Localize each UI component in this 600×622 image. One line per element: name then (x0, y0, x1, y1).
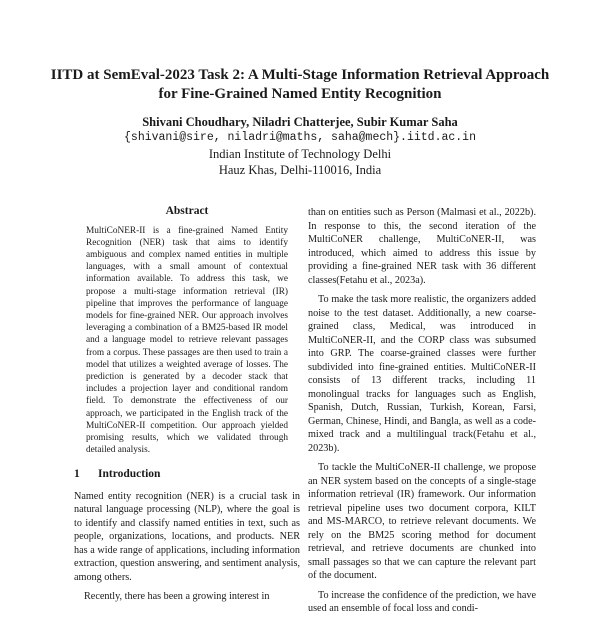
paper-title: IITD at SemEval-2023 Task 2: A Multi-Stage Information Retrieval Approach for Fine-Grained Named Entity Recognition (50, 67, 550, 102)
right-paragraph-2: To make the task more realistic, the organizers added noise to the test dataset. Additionally, a new coarse-grained class, Medical, was introduced in MultiCoNER-II, and the CORP class was subsumed into GRP. The coarse-grained classes were further subdivided into fine-grained entities. MultiCoNER-II consists of 13 different tracks, including 11 monolingual tracks for languages such as English, Spanish, Dutch, Russian, Turkish, Korean, Farsi, German, Chinese, Hindi, and Bangla, as well as a code-mixed track and a multilingual track(Fetahu et al., 2023b). (308, 294, 536, 454)
abstract-text: MultiCoNER-II is a fine-grained Named Entity Recognition (NER) task that aims to identify ambiguous and complex named entities in multiple languages, with a small amount of contextual information available. To address this task, we propose a multi-stage information retrieval (IR) pipeline that improves the performance of language models for fine-grained NER. Our approach involves leveraging a combination of a BM25-based IR model and a language model to retrieve relevant passages from a corpus. These passages are then used to train a model that utilizes a weighted average of losses. The prediction is generated by a decoder stack that includes a projection layer and conditional random field. To demonstrate the effectiveness of our approach, we participated in the English track of the MultiCoNER-II competition. Our approach yielded promising results, which we validated through detailed analysis. (86, 225, 288, 456)
intro-paragraph-2: Recently, there has been a growing interest in (84, 591, 270, 603)
right-paragraph-3: To tackle the MultiCoNER-II challenge, we propose an NER system based on the concepts of a single-stage information retrieval (IR) framework. Our information retrieval pipeline uses two document corpora, KILT and MS-MARCO, to retrieve relevant documents. We rely on the BM25 scoring method for document retrieval, and retrieve documents are chunked into small passages so that we can capture the relevant part of the document. (308, 462, 536, 581)
right-paragraph-1: than on entities such as Person (Malmasi et al., 2022b). In response to this, the second iteration of the MultiCoNER challenge, MultiCoNER-II, was introduced, which aimed to address this issue by providing a fine-grained NER task with 36 different classes(Fetahu et al., 2023a). (308, 207, 536, 286)
section-number: 1 (74, 468, 80, 481)
right-paragraph-4: To increase the confidence of the prediction, we have used an ensemble of focal loss and condi- (308, 589, 536, 614)
section-title: Introduction (98, 468, 161, 481)
section-heading (74, 468, 300, 482)
author-block (40, 114, 560, 178)
author-emails: {shivani@sire, niladri@maths, saha@mech}.iitd.ac.in (124, 131, 476, 144)
address: Hauz Khas, Delhi-110016, India (218, 163, 382, 177)
affiliation: Indian Institute of Technology Delhi (208, 147, 392, 161)
intro-paragraph-1: Named entity recognition (NER) is a crucial task in natural language processing (NLP), where the goal is to identify and classify named entities in text, such as people, organizations, locations, and products. NER has a wide range of applications, including information extraction, question answering, and sentiment analysis, among others. (74, 490, 300, 583)
abstract-heading: Abstract (165, 205, 209, 217)
right-column (308, 206, 536, 622)
left-column (74, 205, 300, 610)
author-names: Shivani Choudhary, Niladri Chatterjee, Subir Kumar Saha (142, 115, 458, 129)
